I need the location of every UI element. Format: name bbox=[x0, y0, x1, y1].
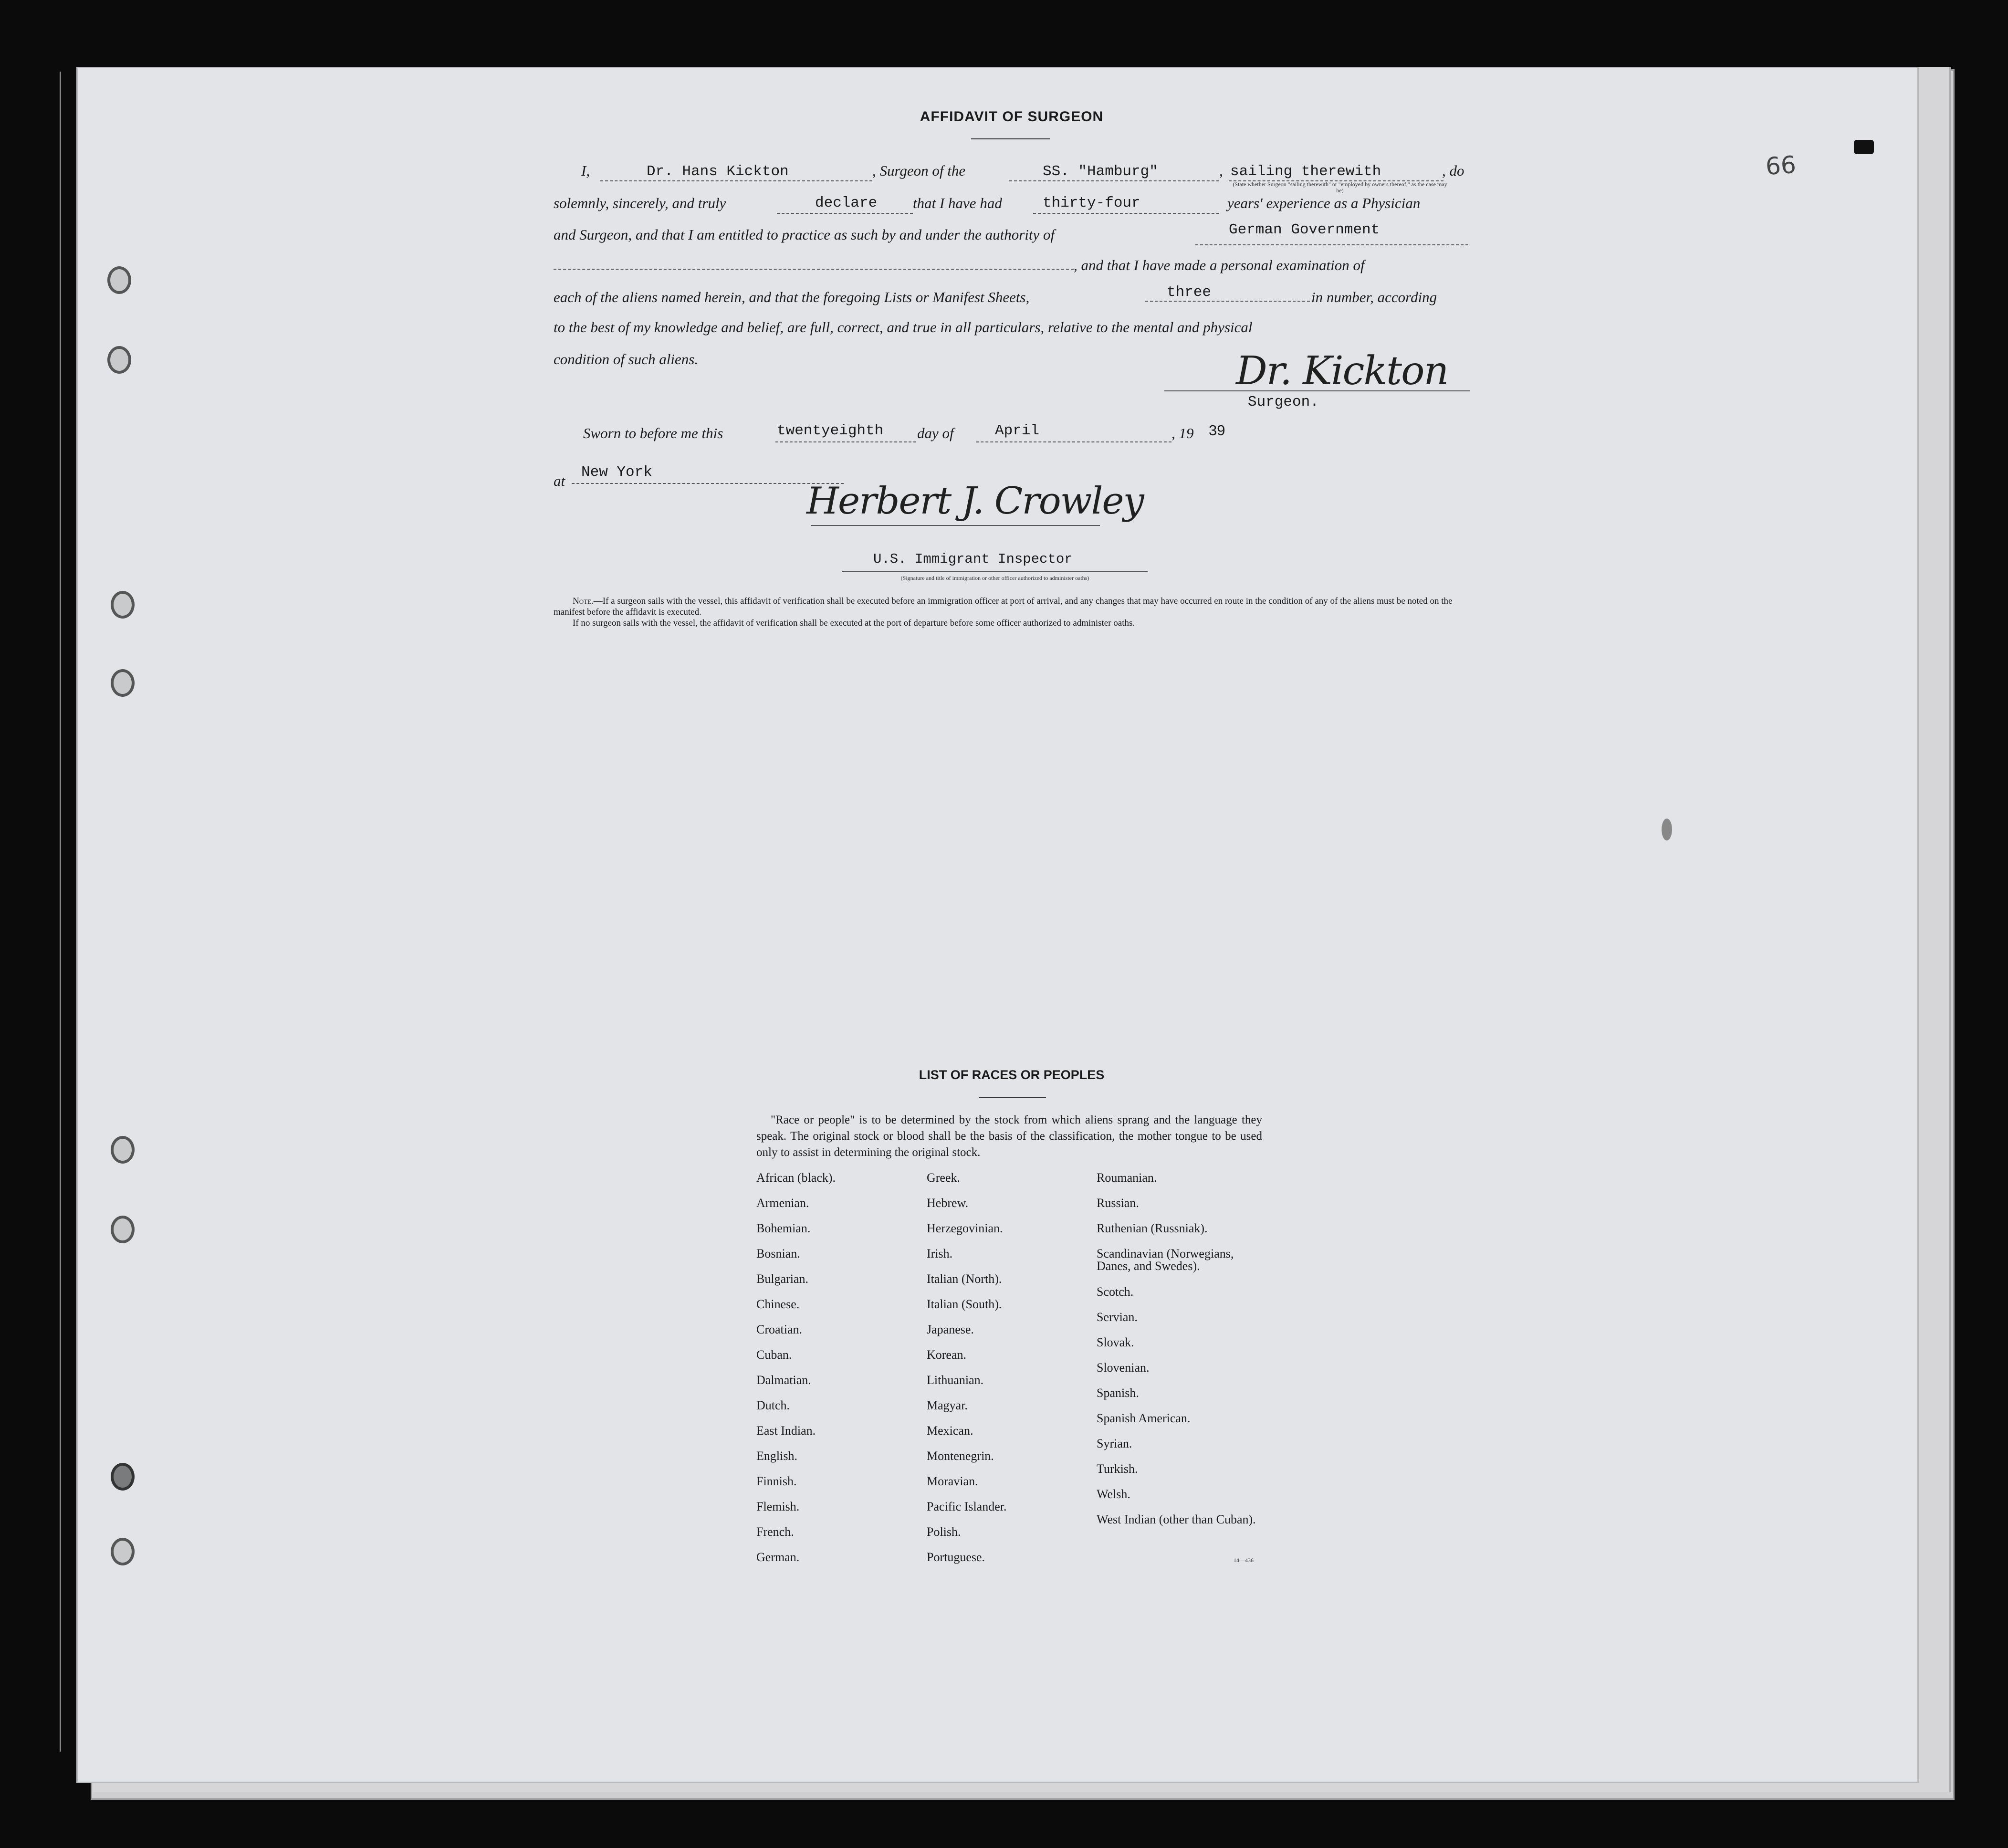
inspector-title-line bbox=[842, 571, 1148, 572]
sworn-month: April bbox=[995, 422, 1040, 439]
race-item: Herzegovinian. bbox=[927, 1221, 1003, 1235]
punch-hole-icon bbox=[107, 346, 131, 374]
race-item: Pacific Islander. bbox=[927, 1500, 1007, 1513]
line7: condition of such aliens. bbox=[554, 351, 699, 368]
punch-hole-icon bbox=[111, 1216, 135, 1243]
race-item: Moravian. bbox=[927, 1474, 978, 1488]
at-prefix: at bbox=[554, 472, 565, 489]
race-item: Finnish. bbox=[756, 1474, 797, 1488]
sworn-year-prefix: , 19 bbox=[1171, 425, 1194, 441]
inspector-title: U.S. Immigrant Inspector bbox=[873, 551, 1073, 567]
inspector-signature: Herbert J. Crowley bbox=[806, 480, 1143, 523]
race-item: Hebrew. bbox=[927, 1196, 969, 1210]
race-item: Servian. bbox=[1097, 1310, 1138, 1324]
race-item: Italian (North). bbox=[927, 1272, 1002, 1286]
line5-prefix: each of the aliens named herein, and that the foregoing Lists or Manifest Sheets, bbox=[554, 289, 1030, 305]
punch-hole-icon bbox=[111, 1463, 135, 1491]
punch-hole-icon bbox=[107, 266, 131, 294]
surgeon-signature: Dr. Kickton bbox=[1236, 348, 1448, 394]
comma: , bbox=[1219, 162, 1223, 179]
race-item: Greek. bbox=[927, 1171, 961, 1185]
race-item: Scotch. bbox=[1097, 1285, 1134, 1299]
race-item: Russian. bbox=[1097, 1196, 1139, 1210]
surgeon-name: Dr. Hans Kickton bbox=[647, 163, 789, 180]
sworn-prefix: Sworn to before me this bbox=[583, 425, 723, 441]
note-text: —If a surgeon sails with the vessel, this affidavit of verification shall be executed before an immigration officer at port of arrival, and any changes that may have occurred en route in the condition of any of the aliens must be noted on the manifest before the affidavit is executed. bbox=[554, 596, 1453, 617]
race-item: Syrian. bbox=[1097, 1437, 1132, 1450]
races-intro: "Race or people" is to be determined by the stock from which aliens sprang and the language they speak. The original stock or blood shall be the basis of the classification, the mother tongue to be used only to assist in determining the original stock. bbox=[756, 1113, 1262, 1159]
race-item: English. bbox=[756, 1449, 797, 1463]
binding-edge bbox=[60, 72, 61, 1752]
races-title: LIST OF RACES OR PEOPLES bbox=[919, 1068, 1105, 1082]
sheets-underline bbox=[1145, 301, 1310, 302]
verb: declare bbox=[815, 195, 878, 211]
line2-suffix: years' experience as a Physician bbox=[1227, 195, 1421, 211]
race-item: East Indian. bbox=[756, 1424, 816, 1438]
line1-mid: , Surgeon of the bbox=[872, 162, 966, 179]
race-item: Ruthenian (Russniak). bbox=[1097, 1221, 1208, 1235]
races-column-1 bbox=[756, 1172, 836, 1576]
race-item: Slovak. bbox=[1097, 1335, 1134, 1349]
race-item: Dalmatian. bbox=[756, 1373, 811, 1387]
day-underline bbox=[775, 441, 916, 442]
ink-blot bbox=[1854, 140, 1874, 154]
line1-prefix: I, bbox=[581, 162, 590, 179]
surgeon-signature-line bbox=[1164, 390, 1470, 391]
race-item: Italian (South). bbox=[927, 1297, 1002, 1311]
verb-underline bbox=[777, 213, 913, 214]
race-item: Flemish. bbox=[756, 1500, 800, 1513]
race-item: Turkish. bbox=[1097, 1462, 1138, 1476]
race-item: Magyar. bbox=[927, 1398, 968, 1412]
race-item: Spanish American. bbox=[1097, 1411, 1191, 1425]
sheets: three bbox=[1167, 284, 1212, 301]
note bbox=[554, 596, 1470, 629]
inspector-hint: (Signature and title of immigration or other officer authorized to administer oaths) bbox=[900, 575, 1089, 581]
race-item: French. bbox=[756, 1525, 794, 1539]
title-rule bbox=[971, 138, 1050, 139]
race-item: Bohemian. bbox=[756, 1221, 811, 1235]
punch-hole-icon bbox=[111, 1538, 135, 1565]
race-item: Portuguese. bbox=[927, 1550, 985, 1564]
form-code: 14—436 bbox=[1234, 1557, 1254, 1564]
race-item: Cuban. bbox=[756, 1348, 792, 1362]
surgeon-name-underline bbox=[600, 180, 872, 181]
races-title-rule bbox=[979, 1097, 1046, 1098]
race-item: Croatian. bbox=[756, 1323, 803, 1336]
race-item: Spanish. bbox=[1097, 1386, 1139, 1400]
race-item: African (black). bbox=[756, 1171, 836, 1185]
race-item: Roumanian. bbox=[1097, 1171, 1157, 1185]
race-item: Scandinavian (Norwegians, Danes, and Swedes). bbox=[1097, 1247, 1234, 1273]
line6: to the best of my knowledge and belief, are full, correct, and true in all particulars, relative to the mental and physical bbox=[554, 319, 1253, 336]
race-item: Mexican. bbox=[927, 1424, 973, 1438]
month-underline bbox=[976, 441, 1171, 442]
affidavit-title: AFFIDAVIT OF SURGEON bbox=[920, 109, 1104, 125]
punch-hole-icon bbox=[111, 591, 135, 619]
race-item: Chinese. bbox=[756, 1297, 800, 1311]
surgeon-label: Surgeon. bbox=[1248, 394, 1319, 410]
authority-underline bbox=[1195, 244, 1468, 245]
ink-spot bbox=[1662, 819, 1672, 840]
race-item: Bulgarian. bbox=[756, 1272, 809, 1286]
races-column-3 bbox=[1097, 1172, 1268, 1539]
place: New York bbox=[581, 464, 652, 481]
line2-mid: that I have had bbox=[913, 195, 1002, 211]
note-text-2: If no surgeon sails with the vessel, the affidavit of verification shall be executed at the port of departure before some officer authorized to administer oaths. bbox=[573, 618, 1135, 628]
years: thirty-four bbox=[1043, 195, 1140, 211]
line5-suffix: in number, according bbox=[1311, 289, 1437, 305]
race-item: West Indian (other than Cuban). bbox=[1097, 1512, 1256, 1526]
line2-prefix: solemnly, sincerely, and truly bbox=[554, 195, 726, 211]
race-item: Lithuanian. bbox=[927, 1373, 984, 1387]
race-item: Japanese. bbox=[927, 1323, 974, 1336]
page-number: 66 bbox=[1765, 150, 1797, 181]
race-item: Polish. bbox=[927, 1525, 961, 1539]
years-underline bbox=[1033, 213, 1219, 214]
sailing-hint: (State whether Surgeon "sailing therewith" or "employed by owners thereof," as the case may be) bbox=[1233, 181, 1447, 194]
line1-suffix: , do bbox=[1442, 162, 1464, 179]
line3-prefix: and Surgeon, and that I am entitled to practice as such by and under the authority of bbox=[554, 226, 1055, 243]
race-item: Armenian. bbox=[756, 1196, 809, 1210]
line4-suffix: , and that I have made a personal examination of bbox=[1074, 257, 1365, 273]
race-item: Dutch. bbox=[756, 1398, 790, 1412]
sworn-year-suffix: 39 bbox=[1209, 422, 1225, 439]
sailing-status: sailing therewith bbox=[1230, 163, 1381, 180]
authority-continued-underline bbox=[554, 269, 1074, 270]
races-column-2 bbox=[927, 1172, 1007, 1576]
vessel-underline bbox=[1009, 180, 1219, 181]
place-underline bbox=[572, 483, 844, 484]
race-item: Welsh. bbox=[1097, 1487, 1130, 1501]
note-label: Note. bbox=[573, 596, 594, 606]
punch-hole-icon bbox=[111, 669, 135, 697]
race-item: Montenegrin. bbox=[927, 1449, 994, 1463]
race-item: Irish. bbox=[927, 1247, 953, 1260]
race-item: Slovenian. bbox=[1097, 1361, 1150, 1375]
authority: German Government bbox=[1229, 221, 1380, 238]
inspector-signature-line bbox=[811, 525, 1100, 526]
punch-hole-icon bbox=[111, 1136, 135, 1164]
race-item: German. bbox=[756, 1550, 800, 1564]
race-item: Korean. bbox=[927, 1348, 967, 1362]
vessel-name: SS. "Hamburg" bbox=[1043, 163, 1158, 180]
sworn-day: twentyeighth bbox=[777, 422, 884, 439]
race-item: Bosnian. bbox=[756, 1247, 800, 1260]
sworn-mid: day of bbox=[917, 425, 954, 441]
